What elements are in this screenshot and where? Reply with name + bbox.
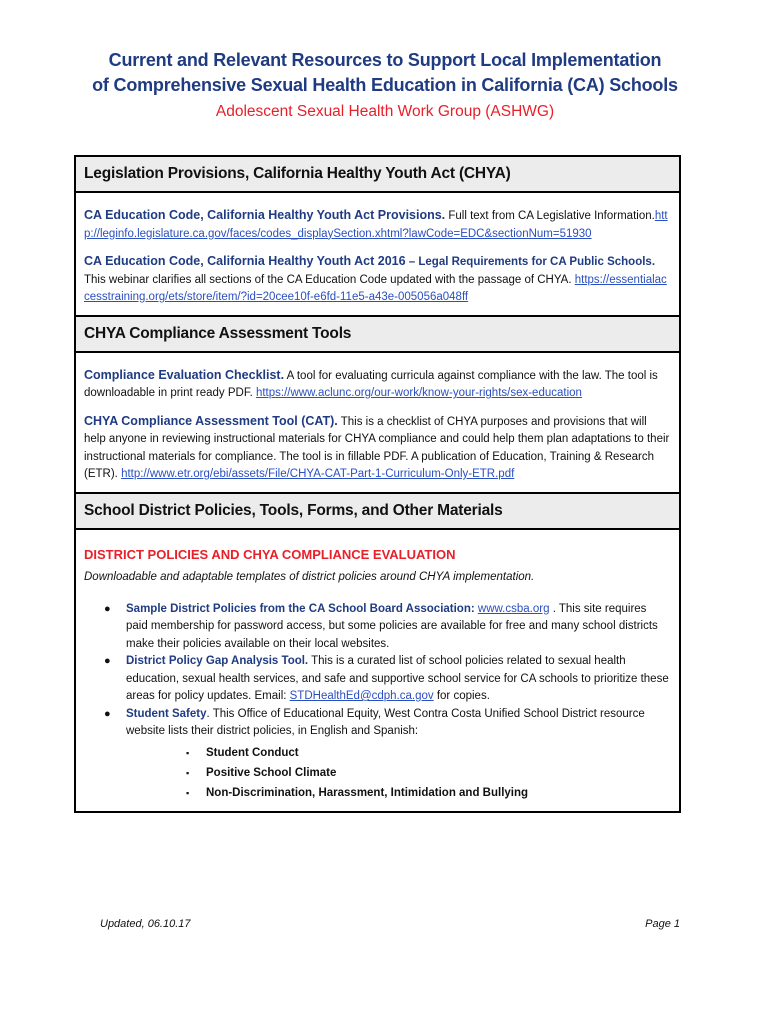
district-resource-list xyxy=(84,601,671,803)
resource-entry xyxy=(84,253,671,307)
document-header xyxy=(0,48,770,124)
sub-list-item xyxy=(126,783,671,803)
resource-entry xyxy=(84,367,671,403)
list-item xyxy=(84,706,671,803)
section-body-legislation xyxy=(76,193,679,315)
resource-description: Full text from CA Legislative Information. xyxy=(445,210,655,222)
resource-description: This is a curated list of school policies related to sexual health education, sexual health services, and safe and supportive school service for CA schools to prioritize these areas for policy updates. Email: xyxy=(126,655,669,702)
resource-title: CHYA Compliance Assessment Tool (CAT). xyxy=(84,413,338,428)
resource-description: A tool for evaluating curricula against compliance with the law. The tool is downloadable in print ready PDF. xyxy=(84,369,658,399)
resource-title: Sample District Policies from the CA School Board Association: xyxy=(126,602,475,615)
bullet-icon: ● xyxy=(104,707,111,720)
resource-entry xyxy=(84,207,671,243)
policy-label: Student Conduct xyxy=(206,746,299,759)
policy-label: Positive School Climate xyxy=(206,766,337,779)
subsection-heading: DISTRICT POLICIES AND CHYA COMPLIANCE EVALUATION xyxy=(84,546,456,562)
page-number: Page 1 xyxy=(645,918,680,930)
square-bullet-icon: ▪ xyxy=(186,747,190,758)
resource-link[interactable]: http://leginfo.legislature.ca.gov/faces/codes_displaySection.xhtml?lawCode=EDC&sectionNum=51930 xyxy=(84,210,668,240)
resource-description: . This Office of Educational Equity, West Contra Costa Unified School District resource website lists their district policies, in English and Spanish: xyxy=(126,707,645,737)
sub-list-item xyxy=(126,763,671,783)
resource-link[interactable]: www.csba.org xyxy=(477,602,550,615)
resource-title: Compliance Evaluation Checklist. xyxy=(84,367,285,382)
section-heading-district: School District Policies, Tools, Forms, and Other Materials xyxy=(76,492,679,530)
email-link[interactable]: STDHealthEd@cdph.ca.gov xyxy=(289,690,434,702)
resource-title: CA Education Code, California Healthy Youth Act 2016 xyxy=(84,254,406,268)
document-title-line-2: of Comprehensive Sexual Health Education in California (CA) Schools xyxy=(92,75,678,95)
policy-sublist xyxy=(126,743,671,803)
section-body-compliance xyxy=(76,353,679,492)
resources-table xyxy=(74,155,681,813)
resource-description: This webinar clarifies all sections of the CA Education Code updated with the passage of CHYA. xyxy=(84,273,572,286)
sub-list-item xyxy=(126,743,671,763)
resource-link[interactable]: http://www.etr.org/ebi/assets/File/CHYA-CAT-Part-1-Curriculum-Only-ETR.pdf xyxy=(121,468,515,480)
page-footer xyxy=(100,918,680,930)
section-body-district xyxy=(76,530,679,811)
bullet-icon: ● xyxy=(104,655,111,667)
resource-title[interactable]: Student Safety xyxy=(126,707,207,720)
square-bullet-icon: ▪ xyxy=(186,787,190,798)
subsection-intro: Downloadable and adaptable templates of district policies around CHYA implementation. xyxy=(84,571,535,583)
resource-entry xyxy=(84,413,671,484)
document-subtitle: Adolescent Sexual Health Work Group (ASHWG) xyxy=(215,103,555,120)
resource-description: . This site requires paid membership for password access, but some policies are available for free and many school districts make their policies available on their local websites. xyxy=(126,602,658,650)
square-bullet-icon: ▪ xyxy=(186,767,190,778)
resource-title: CA Education Code, California Healthy Youth Act Provisions. xyxy=(84,208,446,222)
section-heading-legislation: Legislation Provisions, California Healthy Youth Act (CHYA) xyxy=(76,157,679,193)
bullet-icon: ● xyxy=(104,602,111,615)
resource-title-sub: – Legal Requirements for CA Public Schools. xyxy=(405,256,656,268)
resource-description-end: for copies. xyxy=(433,690,490,702)
list-item xyxy=(84,601,671,654)
policy-label: Non-Discrimination, Harassment, Intimidation and Bullying xyxy=(206,786,529,799)
resource-description: This is a checklist of CHYA purposes and provisions that will help anyone in reviewing instructional materials for CHYA compliance and could help them plan adaptations to their instructional materials for compliance. The tool is in fillable PDF. A publication of Education, Training & Research (ETR). xyxy=(84,415,670,480)
resource-link[interactable]: https://essentialaccesstraining.org/ets/store/item/?id=20cee10f-e6fd-11e5-a43e-005056a048ff xyxy=(84,273,667,303)
document-title-line-1: Current and Relevant Resources to Support Local Implementation xyxy=(108,50,662,70)
section-heading-compliance: CHYA Compliance Assessment Tools xyxy=(76,315,679,353)
updated-date: Updated, 06.10.17 xyxy=(100,918,191,930)
resource-link[interactable]: https://www.aclunc.org/our-work/know-your-rights/sex-education xyxy=(255,387,582,399)
resource-title: District Policy Gap Analysis Tool. xyxy=(126,655,309,667)
list-item xyxy=(84,653,671,706)
